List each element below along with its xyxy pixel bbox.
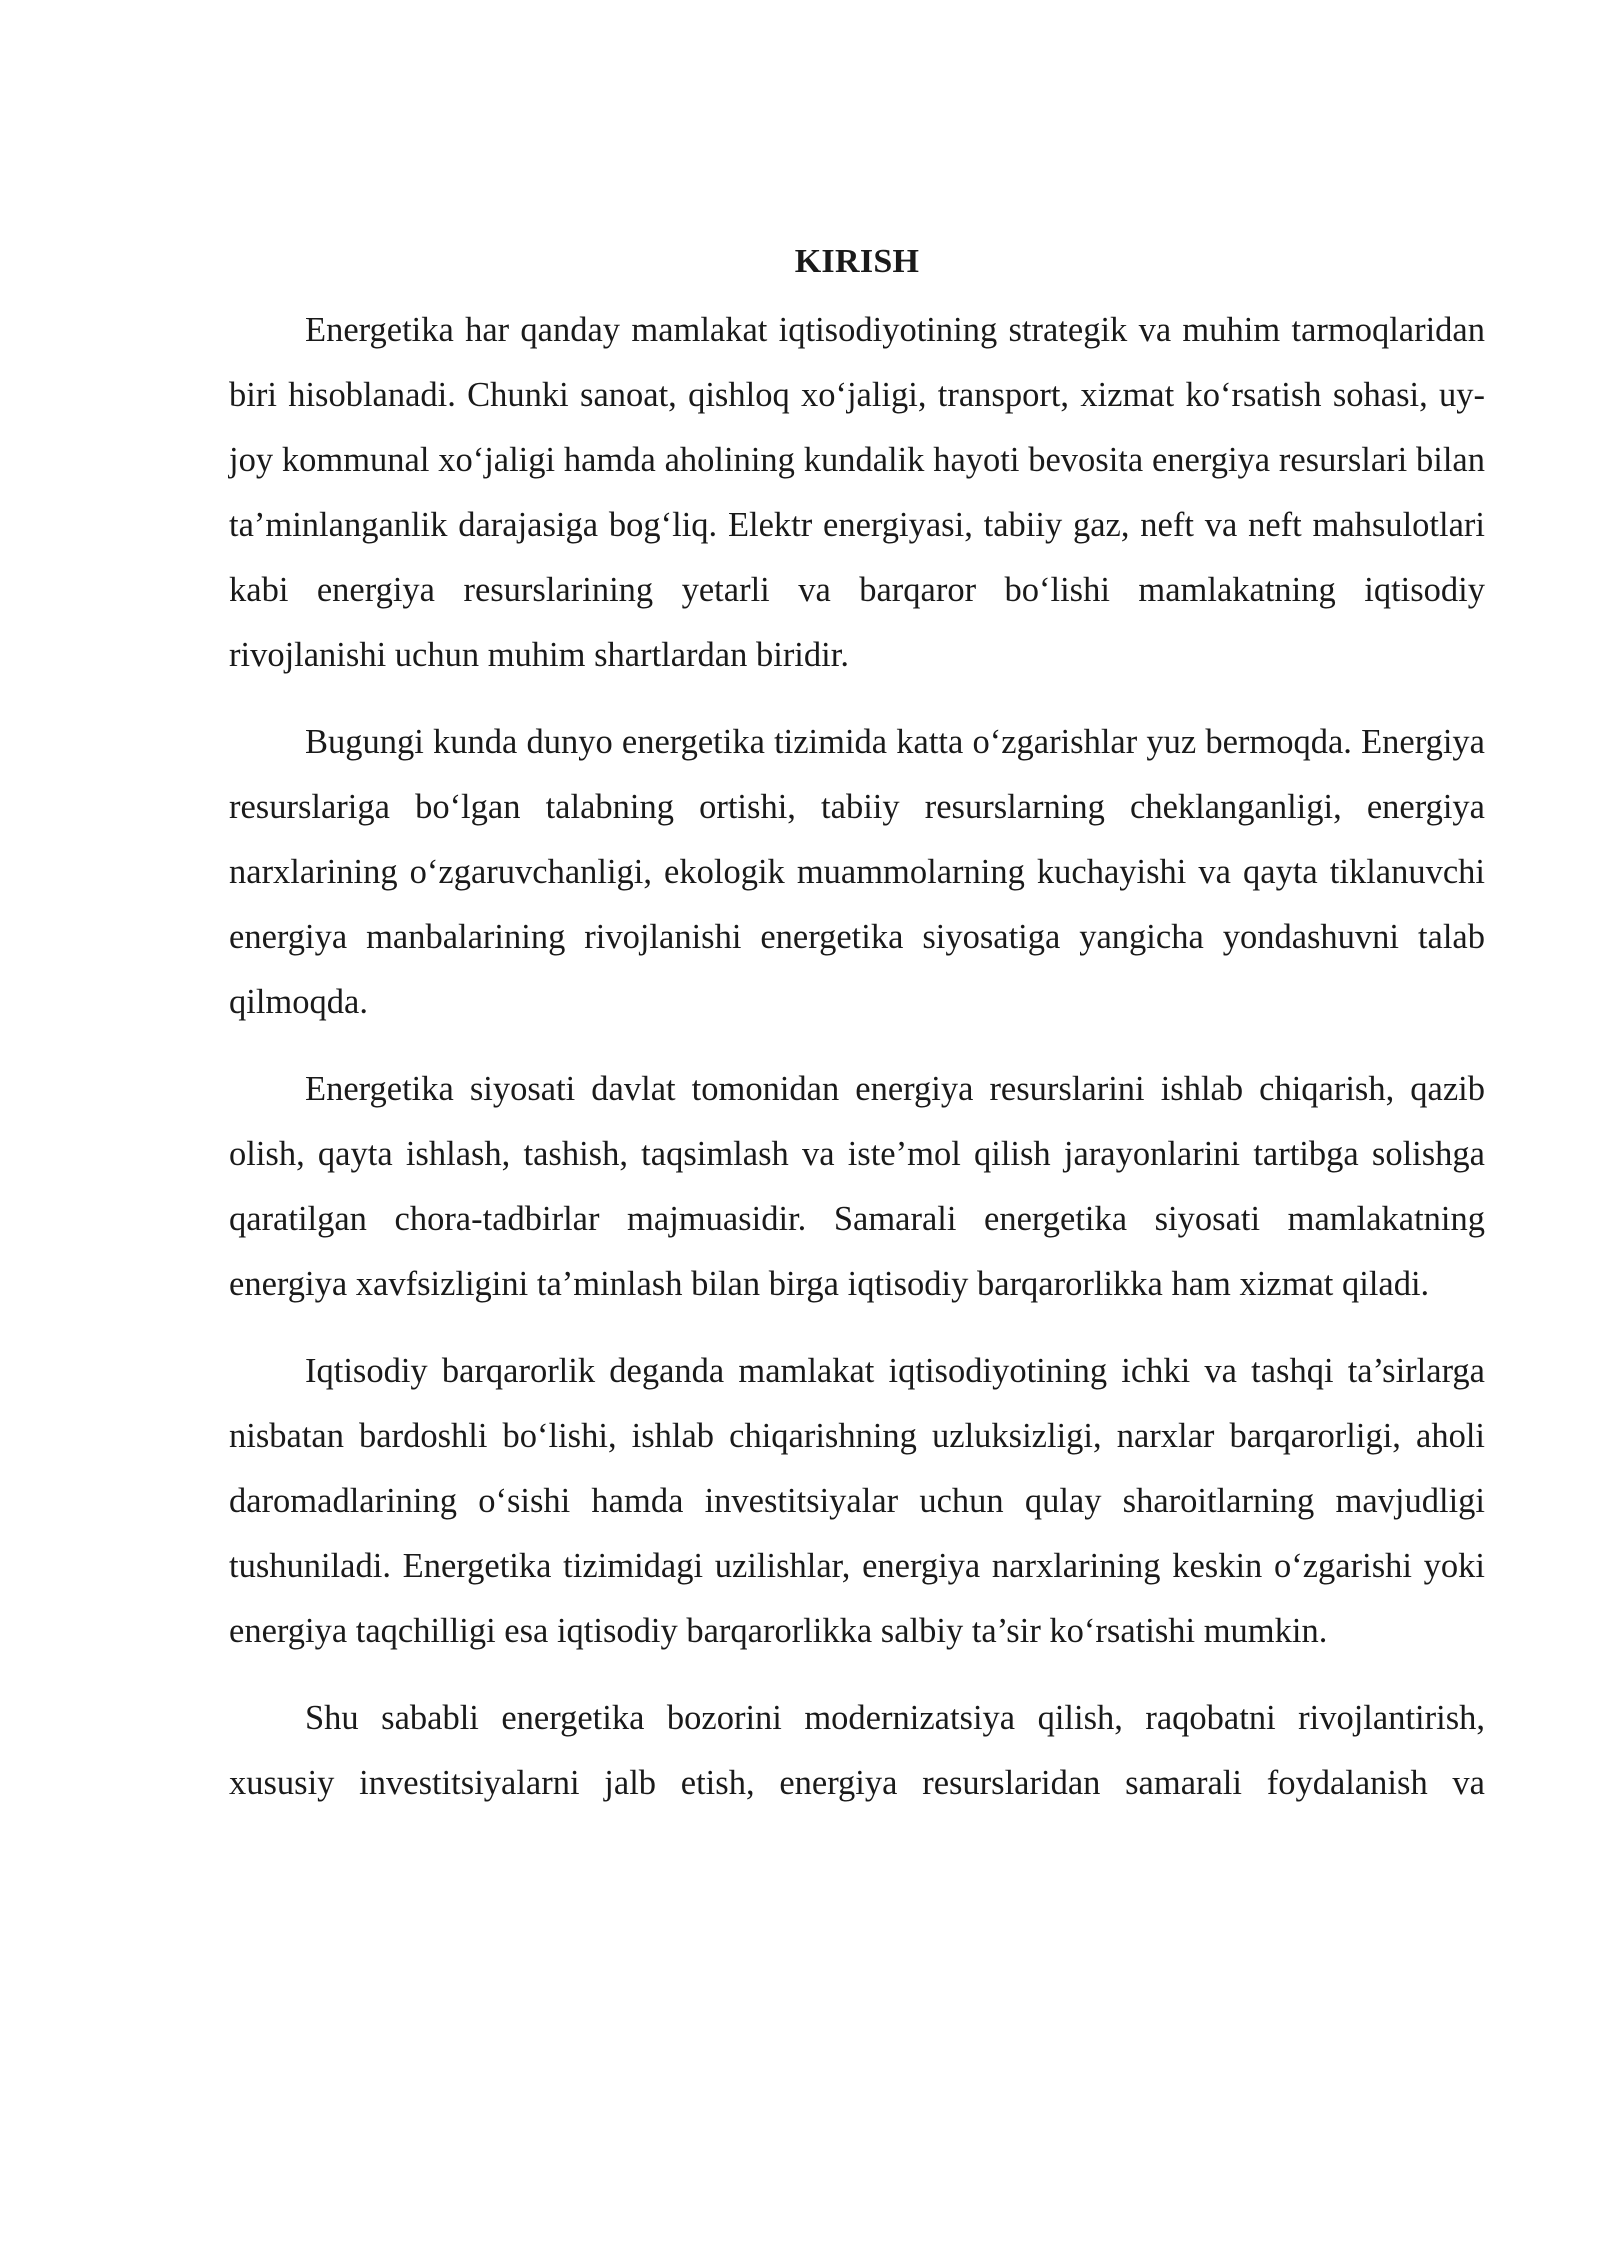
paragraph-3: Energetika siyosati davlat tomonidan energiya resurslarini ishlab chiqarish, qazib olish, qayta ishlash, tashish, taqsimlash va iste’mol qilish jarayonlarini tartibga solishga qaratilgan chora-tadbirlar majmuasidir. Samarali energetika siyosati mamlakatning energiya xavfsizligini ta’minlash bilan birga iqtisodiy barqarorlikka ham xizmat qiladi. — [229, 1070, 1485, 1303]
paragraph-2: Bugungi kunda dunyo energetika tizimida katta o‘zgarishlar yuz bermoqda. Energiya resurslariga bo‘lgan talabning ortishi, tabiiy resurslarning cheklanganligi, energiya narxlarining o‘zgaruvchanligi, ekologik muammolarning kuchayishi va qayta tiklanuvchi energiya manbalarining rivojlanishi energetika siyosatiga yangicha yondashuvni talab qilmoqda. — [229, 723, 1485, 1021]
section-heading: KIRISH — [794, 243, 920, 280]
document-body — [229, 236, 1485, 1838]
paragraph-4: Iqtisodiy barqarorlik deganda mamlakat iqtisodiyotining ichki va tashqi ta’sirlarga nisbatan bardoshli bo‘lishi, ishlab chiqarishning uzluksizligi, narxlar barqarorligi, aholi daromadlarining o‘sishi hamda investitsiyalar uchun qulay sharoitlarning mavjudligi tushuniladi. Energetika tizimidagi uzilishlar, energiya narxlarining keskin o‘zgarishi yoki energiya taqchilligi esa iqtisodiy barqarorlikka salbiy ta’sir ko‘rsatishi mumkin. — [229, 1352, 1485, 1650]
paragraph-5: Shu sababli energetika bozorini modernizatsiya qilish, raqobatni rivojlantirish, xususiy investitsiyalarni jalb etish, energiya resurslaridan samarali foydalanish va — [229, 1699, 1485, 1802]
paragraph-1: Energetika har qanday mamlakat iqtisodiyotining strategik va muhim tarmoqlaridan biri hisoblanadi. Chunki sanoat, qishloq xo‘jaligi, transport, xizmat ko‘rsatish sohasi, uy-joy kommunal xo‘jaligi hamda aholining kundalik hayoti bevosita energiya resurslari bilan ta’minlanganlik darajasiga bog‘liq. Elektr energiyasi, tabiiy gaz, neft va neft mahsulotlari kabi energiya resurslarining yetarli va barqaror bo‘lishi mamlakatning iqtisodiy rivojlanishi uchun muhim shartlardan biridir. — [229, 311, 1485, 674]
